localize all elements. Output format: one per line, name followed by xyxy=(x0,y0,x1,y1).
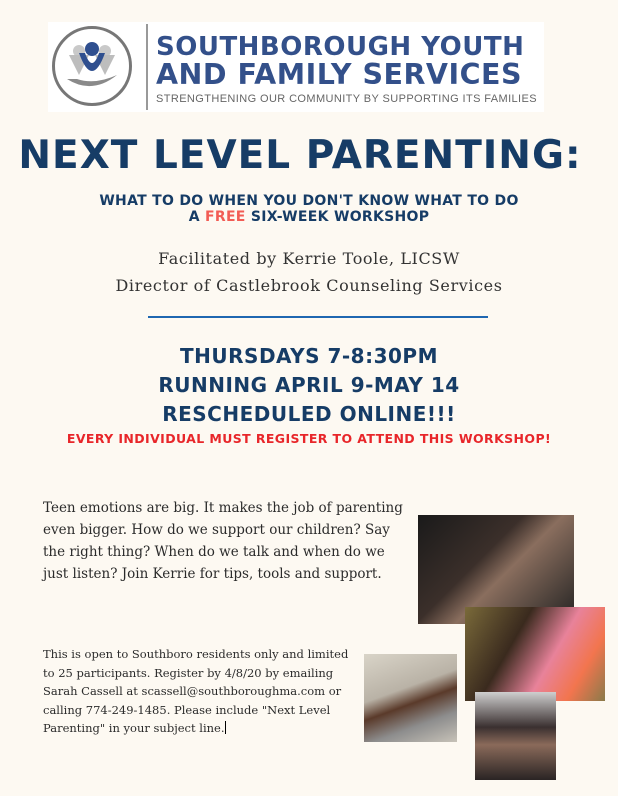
registration-paragraph[interactable]: This is open to Southboro residents only and limited to 25 participants. Register by 4/8/20 by emailing Sarah Cassell at scassell@southboroughma.com or calling 774-249-1485. Please include "Next Level Parenting" in your subject line. xyxy=(43,647,349,735)
org-name-line1: SOUTHBOROUGH YOUTH xyxy=(156,32,525,62)
subtitle-line2: A FREE SIX-WEEK WORKSHOP xyxy=(188,209,430,225)
girls-whispering-photo xyxy=(465,607,605,701)
org-tagline: STRENGTHENING OUR COMMUNITY BY SUPPORTING ITS FAMILIES xyxy=(156,93,537,105)
subtitle-line1: WHAT TO DO WHEN YOU DON'T KNOW WHAT TO DO xyxy=(99,193,519,209)
logo-divider xyxy=(146,24,148,110)
schedule-time: THURSDAYS 7-8:30PM xyxy=(180,344,438,368)
text-cursor xyxy=(225,721,226,734)
free-highlight: FREE xyxy=(205,209,246,225)
schedule-online: RESCHEDULED ONLINE!!! xyxy=(162,402,456,426)
girl-glasses-photo xyxy=(364,654,457,742)
family-hand-icon xyxy=(52,26,132,106)
facilitator-title: Director of Castlebrook Counseling Services xyxy=(115,276,503,295)
divider-rule xyxy=(148,316,488,318)
boy-hoodie-photo xyxy=(475,692,556,780)
description-paragraph: Teen emotions are big. It makes the job of parenting even bigger. How do we support our children? Say the right thing? When do we talk and when do we just listen? Join Kerrie for tips, tools and support. xyxy=(43,500,403,582)
facilitator-line: Facilitated by Kerrie Toole, LICSW xyxy=(158,249,460,268)
page-title: NEXT LEVEL PARENTING: xyxy=(18,133,582,178)
schedule-dates: RUNNING APRIL 9-MAY 14 xyxy=(158,373,460,397)
org-name-line2: AND FAMILY SERVICES xyxy=(156,58,523,91)
registration-notice: EVERY INDIVIDUAL MUST REGISTER TO ATTEND THIS WORKSHOP! xyxy=(66,431,552,446)
